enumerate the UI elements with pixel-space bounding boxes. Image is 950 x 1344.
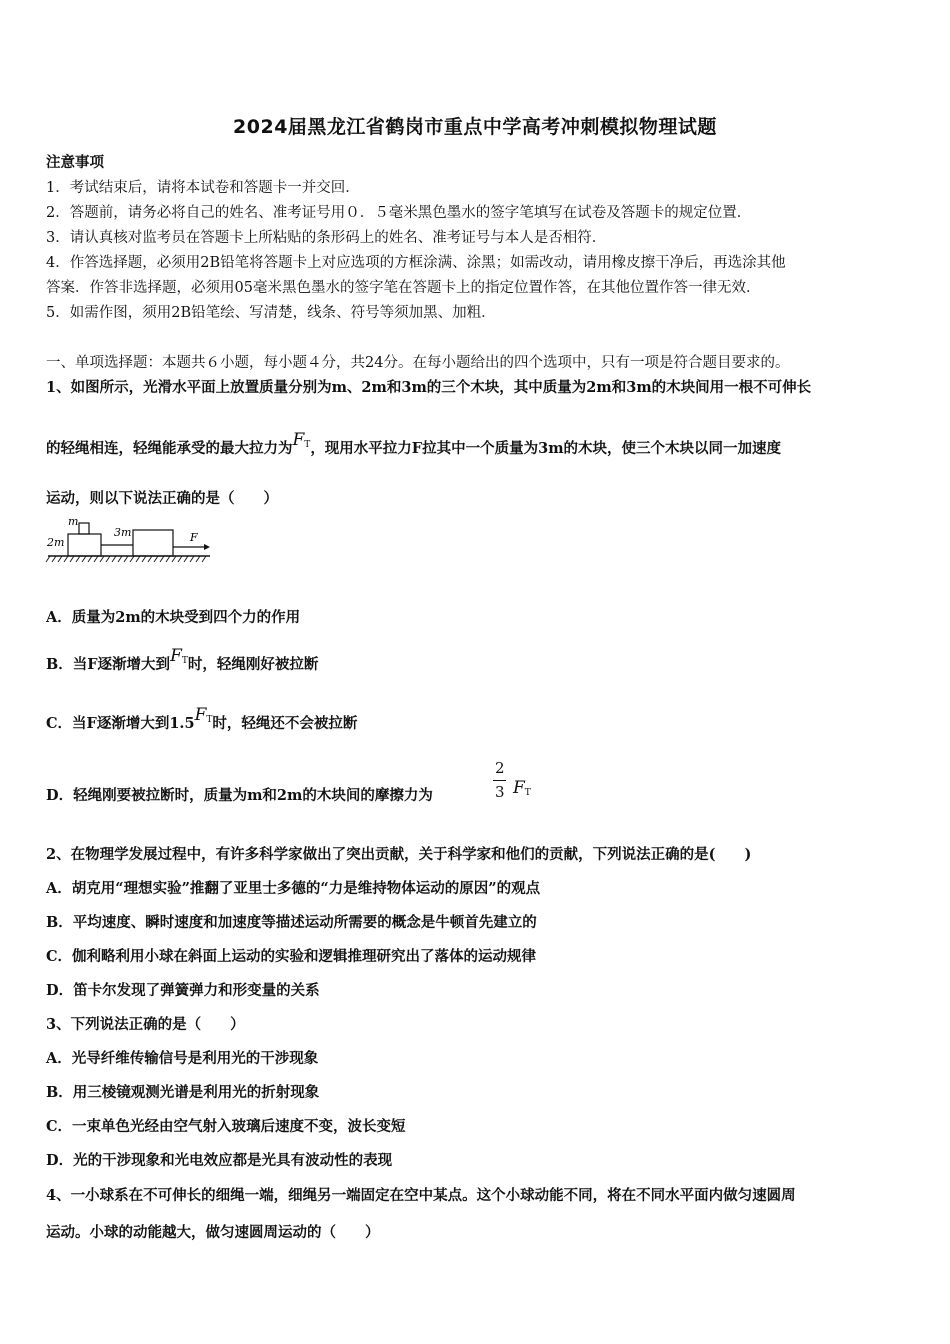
fraction-bar — [493, 780, 506, 781]
q3-option-b: B．用三棱镜观测光谱是利用光的折射现象 — [46, 1084, 320, 1101]
block-2m — [68, 534, 101, 556]
q1-blocks-figure — [44, 514, 214, 570]
block-m — [79, 523, 89, 534]
q1-option-b: B．当F逐渐增大到$F_T$时，轻绳刚好被拉断 — [46, 646, 319, 673]
label-m: m — [68, 515, 79, 528]
q1-line-1: 1、如图所示，光滑水平面上放置质量分别为m、2m和3m的三个木块，其中质量为2m和3m的木块间用一根不可伸长 — [46, 379, 812, 396]
q1-option-d: D．轻绳刚要被拉断时，质量为m和2m的木块间的摩擦力为 — [46, 787, 433, 804]
notice-item-1: 1．考试结束后，请将本试卷和答题卡一并交回． — [46, 180, 360, 196]
fraction-denominator: 3 — [495, 783, 505, 801]
q3-option-c: C．一束单色光经由空气射入玻璃后速度不变，波长变短 — [46, 1118, 406, 1135]
q2-option-a: A．胡克用“理想实验”推翻了亚里士多德的“力是维持物体运动的原因”的观点 — [46, 880, 541, 897]
q1-line-3: 运动，则以下说法正确的是（ ） — [46, 490, 278, 507]
q2-stem: 2、在物理学发展过程中，有许多科学家做出了突出贡献，关于科学家和他们的贡献，下列说法正确的是( ) — [46, 846, 752, 863]
label-2m: 2m — [47, 536, 65, 549]
q2-option-d: D．笛卡尔发现了弹簧弹力和形变量的关系 — [46, 982, 320, 999]
notice-item-2: 2．答题前，请务必将自己的姓名、准考证号用０．５毫米黑色墨水的签字笔填写在试卷及答题卡的规定位置． — [46, 205, 752, 221]
notice-item-4: 4．作答选择题，必须用2B铅笔将答题卡上对应选项的方框涂满、涂黑；如需改动，请用橡皮擦干净后，再选涂其他 — [46, 255, 786, 271]
section-heading: 一、单项选择题：本题共６小题，每小题４分，共24分。在每小题给出的四个选项中，只有一项是符合题目要求的。 — [46, 355, 790, 371]
q1-line-2 — [46, 430, 782, 458]
q1-option-c: C．当F逐渐增大到$1.5F_T$时，轻绳还不会被拉断 — [46, 705, 358, 732]
force-symbol-ft: $F_T$ — [292, 430, 311, 450]
force-symbol-ft: $F_T$ — [194, 705, 213, 725]
q4-line-2: 运动。小球的动能越大，做匀速圆周运动的（ ） — [46, 1224, 380, 1241]
notice-heading: 注意事项 — [46, 154, 104, 171]
q3-stem: 3、下列说法正确的是（ ） — [46, 1016, 245, 1033]
q1-line-2b: ，现用水平拉力F拉其中一个质量为3m的木块，使三个木块以同一加速度 — [310, 440, 782, 457]
notice-item-4-cont: 答案．作答非选择题，必须用05毫米黑色墨水的签字笔在答题卡上的指定位置作答，在其他位置作答一律无效． — [46, 280, 761, 296]
fraction-numerator: 2 — [495, 759, 505, 777]
q4-line-1: 4、一小球系在不可伸长的细绳一端，细绳另一端固定在空中某点。这个小球动能不同，将在不同水平面内做匀速圆周 — [46, 1187, 796, 1204]
q1-line-2a: 的轻绳相连，轻绳能承受的最大拉力为 — [46, 440, 293, 457]
q3-option-d: D．光的干涉现象和光电效应都是光具有波动性的表现 — [46, 1152, 393, 1169]
notice-item-3: 3．请认真核对监考员在答题卡上所粘贴的条形码上的姓名、准考证号与本人是否相符． — [46, 230, 607, 246]
label-3m: 3m — [114, 526, 132, 539]
q1-option-a: A．质量为2m的木块受到四个力的作用 — [46, 609, 301, 626]
force-arrow-head — [204, 544, 210, 550]
block-3m — [133, 530, 173, 556]
q2-option-b: B．平均速度、瞬时速度和加速度等描述运动所需要的概念是牛顿首先建立的 — [46, 914, 537, 931]
q3-option-a: A．光导纤维传输信号是利用光的干涉现象 — [46, 1050, 319, 1067]
page-title: 2024届黑龙江省鹤岗市重点中学高考冲刺模拟物理试题 — [233, 116, 717, 138]
notice-item-5: 5．如需作图，须用2B铅笔绘、写清楚，线条、符号等须加黑、加粗． — [46, 305, 496, 321]
q2-option-c: C．伽利略利用小球在斜面上运动的实验和逻辑推理研究出了落体的运动规律 — [46, 948, 537, 965]
force-symbol-ft: $F_T$ — [513, 778, 531, 798]
ground-hatch — [46, 556, 206, 562]
force-symbol-ft: $F_T$ — [170, 646, 188, 666]
label-F: F — [190, 531, 198, 544]
